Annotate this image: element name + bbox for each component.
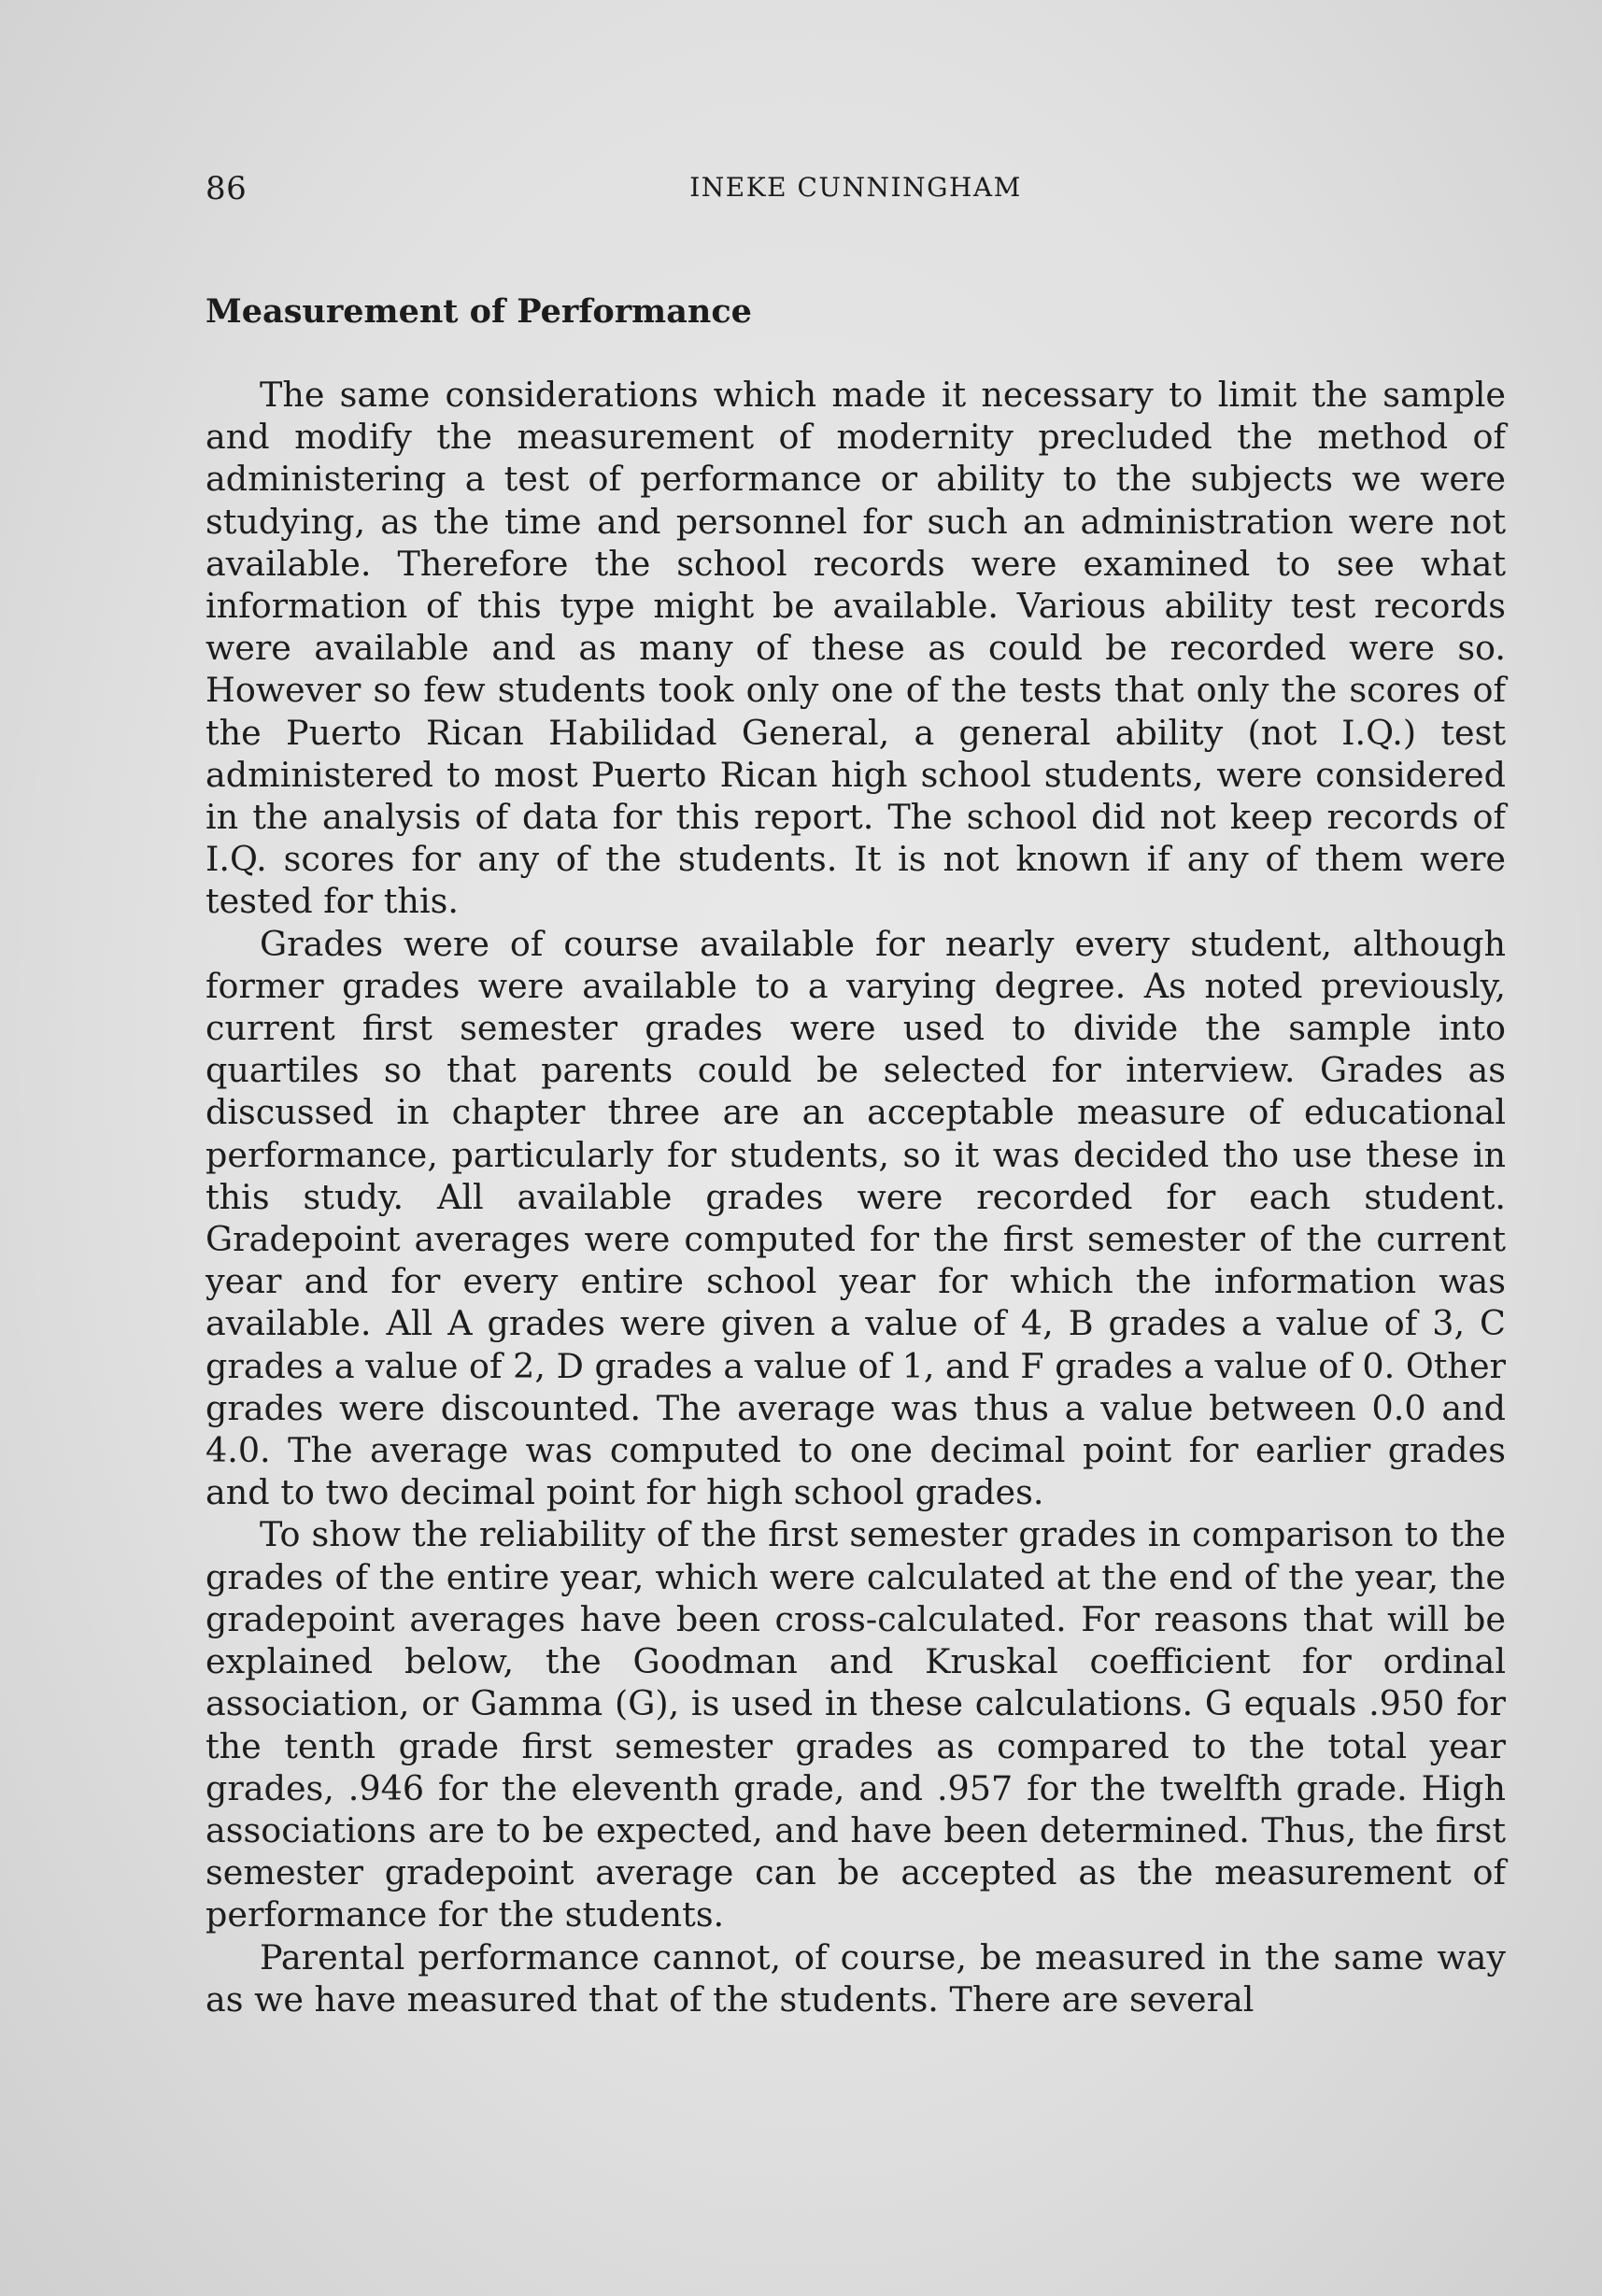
paragraph: Grades were of course available for nearly every student, although former grades were available to a varying degree. As noted previously, current first semester grades were used to divide the sample into quartiles so that parents could be selected for interview. Grades as discussed in chapter three are an acceptable measure of educational performance, particularly for students, so it was decided tho use these in this study. All available grades were recorded for each student. Gradepoint averages were computed for the first semester of the current year and for every entire school year for which the information was available. All A grades were given a value of 4, B grades a value of 3, C grades a value of 2, D grades a value of 1, and F grades a value of 0. Other grades were discounted. The average was thus a value between 0.0 and 4.0. The average was computed to one decimal point for earlier grades and to two decimal point for high school grades. xyxy=(206,923,1506,1513)
running-head: INEKE CUNNINGHAM xyxy=(689,172,1022,203)
paragraph: To show the reliability of the first semester grades in comparison to the grades of the entire year, which were calculated at the end of the year, the gradepoint averages have been cross-calculated. For reasons that will be explained below, the Goodman and Kruskal coefficient for ordinal association, or Gamma (G), is used in these calculations. G equals .950 for the tenth grade first semester grades as compared to the total year grades, .946 for the eleventh grade, and .957 for the twelfth grade. High associations are to be expected, and have been determined. Thus, the first semester gradepoint average can be accepted as the measurement of performance for the students. xyxy=(206,1514,1506,1935)
paragraph: The same considerations which made it necessary to limit the sample and modify the measurement of modernity precluded the method of administering a test of performance or ability to the subjects we were studying, as the time and personnel for such an administration were not available. Therefore the school records were examined to see what information of this type might be available. Various ability test records were available and as many of these as could be recorded were so. However so few students took only one of the tests that only the scores of the Puerto Rican Habilidad General, a general ability (not I.Q.) test administered to most Puerto Rican high school students, were considered in the analysis of data for this report. The school did not keep records of I.Q. scores for any of the students. It is not known if any of them were tested for this. xyxy=(206,375,1506,922)
paragraph: Parental performance cannot, of course, be measured in the same way as we have measured that of the students. There are several xyxy=(206,1936,1506,2020)
body-text xyxy=(206,374,1506,2020)
section-heading: Measurement of Performance xyxy=(206,292,752,331)
page-header xyxy=(206,170,1506,207)
page-number: 86 xyxy=(206,170,248,207)
